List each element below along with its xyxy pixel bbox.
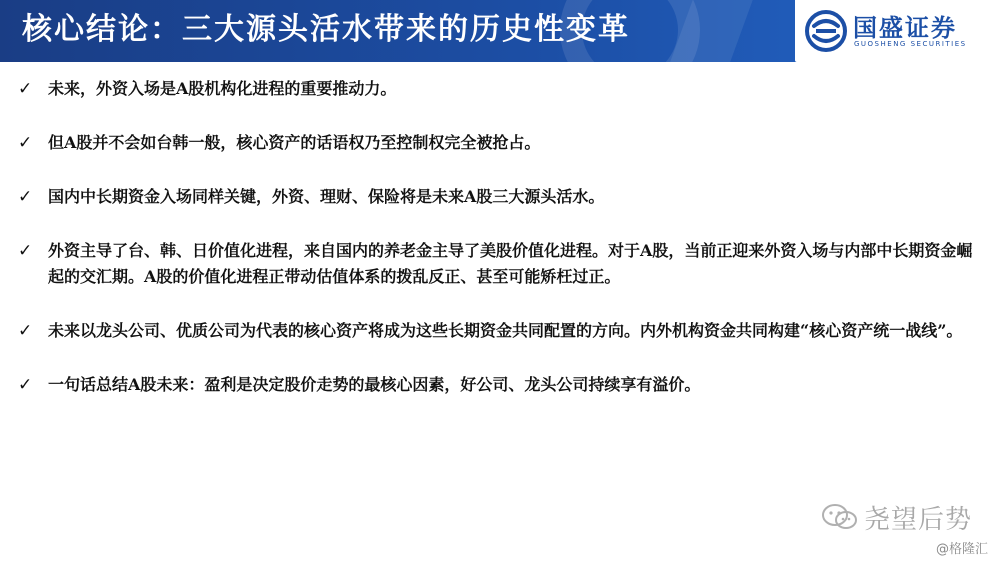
watermark <box>820 499 972 535</box>
checkmark-icon: ✓ <box>18 133 33 153</box>
brand-subtitle: GUOSHENG SECURITIES <box>854 40 967 48</box>
list-item <box>18 238 978 290</box>
list-item <box>18 318 978 344</box>
list-item <box>18 76 978 102</box>
list-item <box>18 130 978 156</box>
header-bar <box>0 0 1000 62</box>
page-title: 核心结论：三大源头活水带来的历史性变革 <box>22 12 630 47</box>
brand-block <box>795 0 1000 62</box>
list-item-text: 但A股并不会如台韩一般，核心资产的话语权乃至控制权完全被抢占。 <box>48 133 541 152</box>
watermark-text: 尧望后势 <box>863 504 972 535</box>
list-item-text: 国内中长期资金入场同样关键，外资、理财、保险将是未来A股三大源头活水。 <box>48 187 605 206</box>
checkmark-icon: ✓ <box>18 241 33 261</box>
brand-name: 国盛证券 <box>853 14 957 42</box>
list-item-text: 外资主导了台、韩、日价值化进程，来自国内的养老金主导了美股价值化进程。对于A股，当前正迎来外资入场与内部中长期资金崛起的交汇期。A股的价值化进程正带动估值体系的拨乱反正、甚至可能矫枉过正。 <box>48 241 973 286</box>
credit-text: @格隆汇 <box>935 542 988 557</box>
list-item-text: 未来以龙头公司、优质公司为代表的核心资产将成为这些长期资金共同配置的方向。内外机构资金共同构建“核心资产统一战线”。 <box>48 321 963 340</box>
wechat-icon <box>820 502 860 532</box>
checkmark-icon: ✓ <box>18 321 33 341</box>
list-item <box>18 372 978 398</box>
checkmark-icon: ✓ <box>18 375 33 395</box>
checkmark-icon: ✓ <box>18 187 33 207</box>
checkmark-icon: ✓ <box>18 79 33 99</box>
list-item <box>18 184 978 210</box>
conclusion-list <box>18 76 978 398</box>
list-item-text: 未来，外资入场是A股机构化进程的重要推动力。 <box>48 79 397 98</box>
guosheng-logo-icon <box>805 10 847 52</box>
list-item-text: 一句话总结A股未来：盈利是决定股价走势的最核心因素，好公司、龙头公司持续享有溢价。 <box>48 375 701 394</box>
